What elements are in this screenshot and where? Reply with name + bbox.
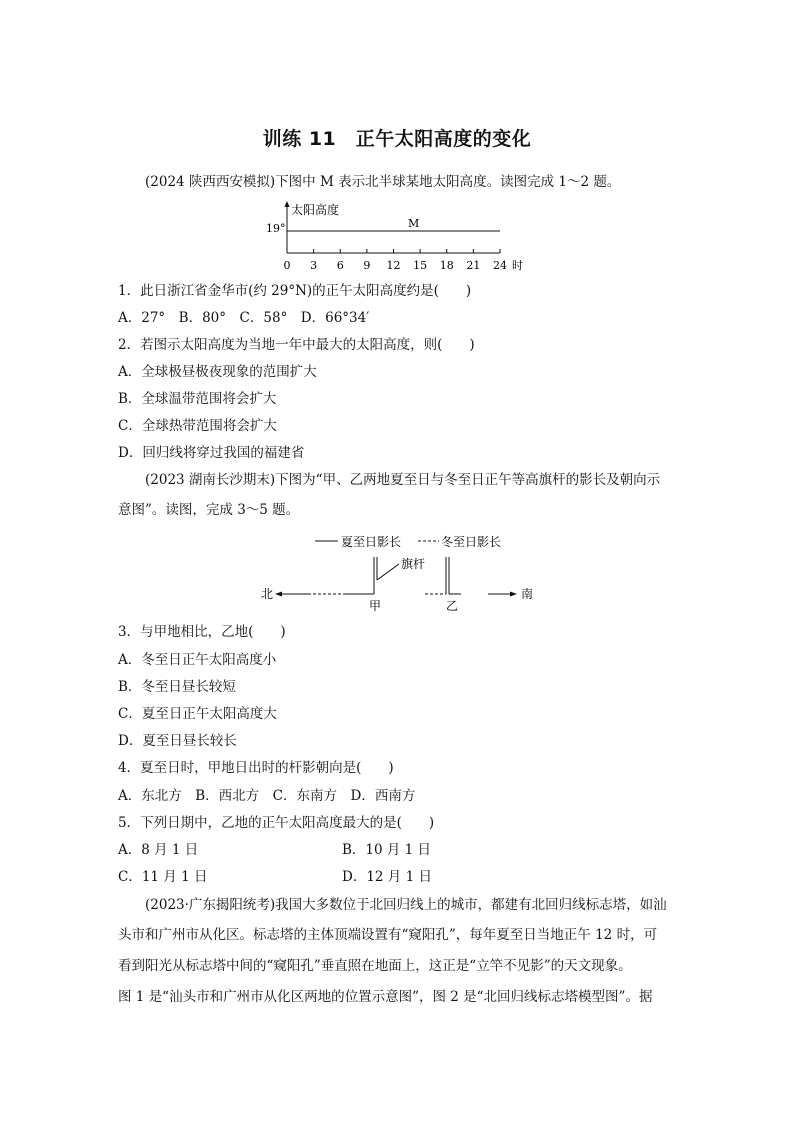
x-tick-label: 9 <box>363 259 371 272</box>
page-title: 训练 11 正午太阳高度的变化 <box>262 128 532 150</box>
section2-intro-line1: (2023 湖南长沙期末)下图为“甲、乙两地夏至日与冬至日正午等高旗杆的影长及朝向示 <box>145 472 661 488</box>
solar-altitude-figure <box>255 198 545 274</box>
q4-stem: 4．夏至日时，甲地日出时的杆影朝向是( ) <box>118 760 394 776</box>
q2-option-a: A．全球极昼极夜现象的范围扩大 <box>118 364 317 380</box>
section3-line2: 头市和广州市从化区。标志塔的主体顶端设置有“窥阳孔”，每年夏至日当地正午 12 时，可 <box>118 927 658 943</box>
x-axis-unit: 时 <box>512 259 523 272</box>
x-tick-label: 6 <box>336 259 344 272</box>
x-tick-label: 0 <box>283 259 291 272</box>
q3-option-b: B．冬至日昼长较短 <box>118 679 236 695</box>
x-tick-label: 12 <box>386 259 401 272</box>
q1-stem: 1．此日浙江省金华市(约 29°N)的正午太阳高度约是( ) <box>118 283 472 299</box>
y-axis-arrow <box>285 201 290 207</box>
q5-option-b: B．10 月 1 日 <box>342 842 432 858</box>
x-tick-label: 21 <box>466 259 481 272</box>
q5-option-d: D．12 月 1 日 <box>342 869 432 885</box>
section1-intro: (2024 陕西西安模拟)下图中 M 表示北半球某地太阳高度。读图完成 1～2 题。 <box>145 174 621 190</box>
site-jia-label: 甲 <box>369 599 382 612</box>
q5-option-c: C．11 月 1 日 <box>118 869 208 885</box>
x-tick-label: 15 <box>413 259 428 272</box>
legend-winter-label: 冬至日影长 <box>441 535 502 549</box>
shadow-figure <box>255 530 545 612</box>
north-label: 北 <box>261 587 274 601</box>
q3-stem: 3．与甲地相比，乙地( ) <box>118 624 286 640</box>
q3-option-a: A．冬至日正午太阳高度小 <box>118 652 277 668</box>
section3-line3: 看到阳光从标志塔中间的“窥阳孔”垂直照在地面上，这正是“立竿不见影”的天文现象。 <box>118 958 632 974</box>
y-axis-label: 太阳高度 <box>291 203 340 217</box>
x-tick-label: 18 <box>439 259 454 272</box>
q4-options: A．东北方 B．西北方 C．东南方 D．西南方 <box>118 788 416 804</box>
q5-option-a: A．8 月 1 日 <box>118 842 199 858</box>
section3-line1: (2023·广东揭阳统考)我国大多数位于北回归线上的城市，都建有北回归线标志塔，如汕 <box>145 897 667 913</box>
south-arrow-head <box>510 592 517 597</box>
q3-option-c: C．夏至日正午太阳高度大 <box>118 706 277 722</box>
section3-line4: 图 1 是“汕头市和广州市从化区两地的位置示意图”，图 2 是“北回归线标志塔模型图”。据 <box>118 989 653 1005</box>
q2-option-b: B．全球温带范围将会扩大 <box>118 391 277 407</box>
y-tick-label: 19° <box>266 222 286 235</box>
north-arrow-head <box>275 592 282 597</box>
x-tick-label: 24 <box>493 259 507 272</box>
q2-option-c: C．全球热带范围将会扩大 <box>118 418 277 434</box>
pole-pointer <box>377 564 399 580</box>
series-m-label: M <box>408 217 420 230</box>
x-ticks <box>284 249 508 272</box>
q3-option-d: D．夏至日昼长较长 <box>118 733 237 749</box>
q5-stem: 5．下列日期中，乙地的正午太阳高度最大的是( ) <box>118 815 435 831</box>
q2-stem: 2．若图示太阳高度为当地一年中最大的太阳高度，则( ) <box>118 337 475 353</box>
section2-intro-line2: 意图”。读图，完成 3～5 题。 <box>118 502 300 518</box>
legend-summer-label: 夏至日影长 <box>341 535 402 549</box>
site-yi-label: 乙 <box>446 599 459 612</box>
pole-label: 旗杆 <box>401 557 426 571</box>
x-tick-label: 3 <box>310 259 318 272</box>
q1-options: A．27° B．80° C．58° D．66°34′ <box>118 310 370 326</box>
south-label: 南 <box>521 587 534 601</box>
q2-option-d: D．回归线将穿过我国的福建省 <box>118 445 305 461</box>
